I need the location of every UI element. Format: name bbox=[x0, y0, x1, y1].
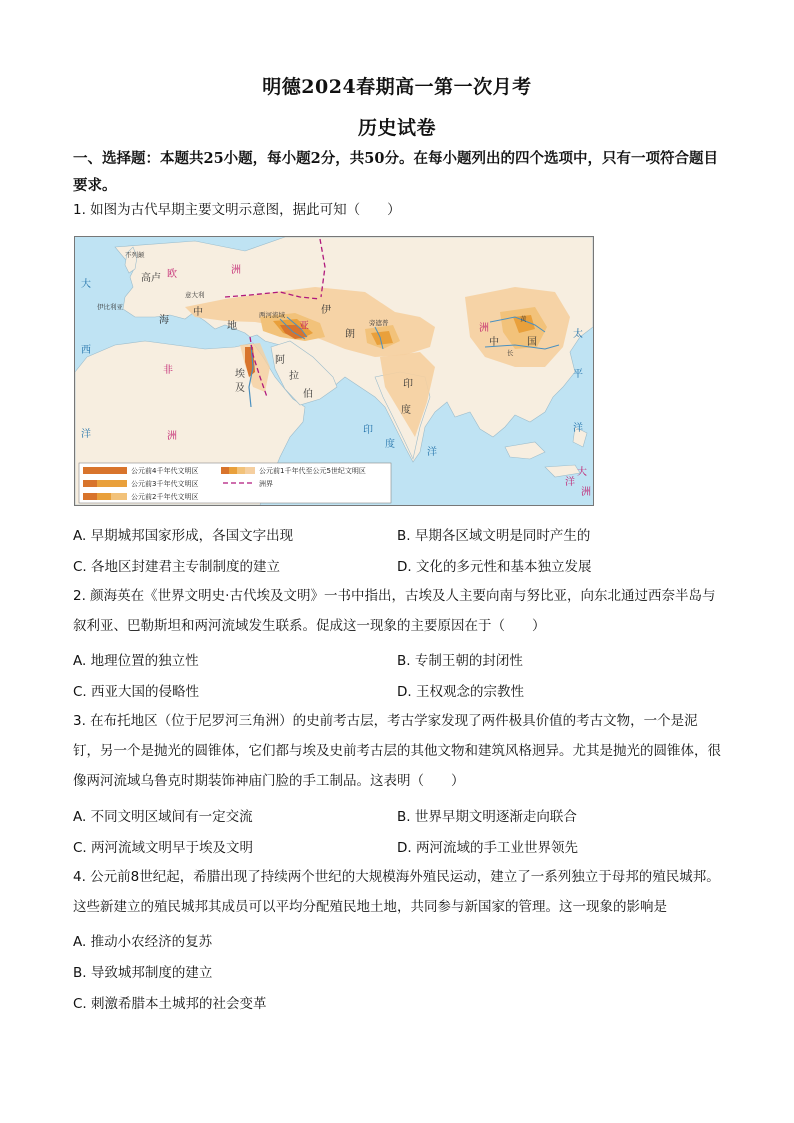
label-sea-3: 地 bbox=[227, 321, 237, 332]
q2-option-a[interactable]: A. 地理位置的独立性 bbox=[73, 653, 199, 669]
label-china-2: 国 bbox=[527, 337, 537, 348]
legend-swatch-4k bbox=[83, 467, 127, 474]
label-arabia-2: 拉 bbox=[289, 371, 299, 382]
label-africa-1: 非 bbox=[163, 365, 173, 376]
label-mesopotamia: 两河流域 bbox=[259, 311, 285, 319]
legend-swatch-1k-b bbox=[229, 467, 237, 474]
q4-option-c[interactable]: C. 刺激希腊本土城邦的社会变革 bbox=[73, 996, 267, 1012]
label-indian-3: 洋 bbox=[427, 447, 437, 458]
label-oceania-2: 洋 bbox=[565, 477, 575, 488]
label-indus: 旁遮普 bbox=[369, 319, 389, 327]
label-iberia: 伊比利亚 bbox=[97, 303, 123, 311]
label-atlantic-3: 洋 bbox=[81, 429, 91, 440]
label-oceania-3: 洲 bbox=[581, 487, 591, 498]
label-iran-2: 朗 bbox=[345, 329, 355, 340]
legend-item-5: 洲界 bbox=[259, 480, 273, 488]
map-svg bbox=[75, 237, 593, 505]
label-pacific-2: 平 bbox=[573, 369, 583, 380]
q4-option-a[interactable]: A. 推动小农经济的复苏 bbox=[73, 934, 213, 950]
q1-option-a[interactable]: A. 早期城邦国家形成，各国文字出现 bbox=[73, 528, 294, 544]
q2-option-c[interactable]: C. 西亚大国的侵略性 bbox=[73, 684, 200, 700]
legend-swatch-1k-a bbox=[221, 467, 229, 474]
label-asia-2: 洲 bbox=[479, 323, 489, 334]
exam-subject: 历史试卷 bbox=[357, 117, 436, 139]
map-legend bbox=[79, 463, 391, 503]
legend-swatch-1k-c bbox=[237, 467, 245, 474]
q4-option-b[interactable]: B. 导致城邦制度的建立 bbox=[73, 965, 213, 981]
legend-swatch-2k-b bbox=[97, 493, 111, 500]
exam-title: 明德2024春期高一第一次月考 bbox=[262, 76, 532, 98]
legend-item-2: 公元前3千年代文明区 bbox=[131, 480, 199, 488]
label-britain: 不列颠 bbox=[125, 251, 145, 259]
label-asia-1: 亚 bbox=[299, 321, 309, 332]
label-atlantic-2: 西 bbox=[81, 345, 91, 356]
label-africa-2: 洲 bbox=[167, 431, 177, 442]
label-india-1: 印 bbox=[403, 379, 413, 390]
label-sea-2: 中 bbox=[193, 307, 203, 318]
q3-option-b[interactable]: B. 世界早期文明逐渐走向联合 bbox=[397, 809, 577, 825]
label-pacific-3: 洋 bbox=[573, 423, 583, 434]
legend-item-3: 公元前2千年代文明区 bbox=[131, 493, 199, 501]
q1-option-b[interactable]: B. 早期各区域文明是同时产生的 bbox=[397, 528, 591, 544]
label-sea-1: 海 bbox=[159, 315, 169, 326]
label-iran-1: 伊 bbox=[321, 305, 331, 316]
label-china-1: 中 bbox=[489, 337, 499, 348]
q3-option-a[interactable]: A. 不同文明区域间有一定交流 bbox=[73, 809, 253, 825]
label-changjiang: 长 bbox=[507, 349, 514, 357]
label-pacific-1: 太 bbox=[573, 329, 583, 340]
question-2-stem: 2. 颜海英在《世界文明史·古代埃及文明》一书中指出，古埃及人主要向南与努比亚，向东北通过西奈半岛与叙利亚、巴勒斯坦和两河流域发生联系。促成这一现象的主要原因在于（ ） bbox=[73, 588, 716, 634]
legend-item-4: 公元前1千年代至公元5世纪文明区 bbox=[259, 467, 366, 475]
label-indian-1: 印 bbox=[363, 425, 373, 436]
q1-option-c[interactable]: C. 各地区封建君主专制制度的建立 bbox=[73, 559, 281, 575]
q3-option-d[interactable]: D. 两河流域的手工业世界领先 bbox=[397, 840, 578, 856]
q2-option-d[interactable]: D. 王权观念的宗教性 bbox=[397, 684, 524, 700]
q2-option-b[interactable]: B. 专制王朝的封闭性 bbox=[397, 653, 523, 669]
label-huanghe: 黄 bbox=[520, 315, 527, 323]
label-atlantic-1: 大 bbox=[81, 279, 91, 290]
legend-swatch-1k-d bbox=[245, 467, 255, 474]
legend-swatch-3k-b bbox=[97, 480, 127, 487]
label-oceania-1: 大 bbox=[577, 467, 587, 478]
label-europe-1: 欧 bbox=[167, 269, 177, 280]
label-indian-2: 度 bbox=[385, 439, 395, 450]
question-3-stem: 3. 在布托地区（位于尼罗河三角洲）的史前考古层，考古学家发现了两件极具价值的考古文物，一个是泥钉，另一个是抛光的圆锥体，它们都与埃及史前考古层的其他文物和建筑风格迥异。尤其是抛光的圆锥体，很像两河流域乌鲁克时期装饰神庙门脸的手工制品。这表明（ ） bbox=[73, 713, 721, 789]
question-1-stem: 1. 如图为古代早期主要文明示意图，据此可知（ ） bbox=[73, 202, 401, 218]
legend-swatch-2k-a bbox=[83, 493, 97, 500]
q3-option-c[interactable]: C. 两河流域文明早于埃及文明 bbox=[73, 840, 254, 856]
q1-option-d[interactable]: D. 文化的多元性和基本独立发展 bbox=[397, 559, 592, 575]
label-arabia-3: 伯 bbox=[303, 389, 313, 400]
legend-swatch-2k-c bbox=[111, 493, 127, 500]
label-egypt-1: 埃 bbox=[235, 369, 245, 380]
legend-item-1: 公元前4千年代文明区 bbox=[131, 467, 199, 475]
ancient-civilizations-map bbox=[74, 236, 594, 506]
label-arabia-1: 阿 bbox=[275, 355, 285, 366]
legend-swatch-3k-a bbox=[83, 480, 97, 487]
label-india-2: 度 bbox=[401, 405, 411, 416]
question-4-stem: 4. 公元前8世纪起，希腊出现了持续两个世纪的大规模海外殖民运动，建立了一系列独立于母邦的殖民城邦。这些新建立的殖民城邦其成员可以平均分配殖民地土地，共同参与新国家的管理。这一现象的影响是 bbox=[73, 869, 720, 915]
label-egypt-2: 及 bbox=[235, 383, 245, 394]
label-europe-2: 洲 bbox=[231, 265, 241, 276]
label-italy: 意大利 bbox=[185, 291, 205, 299]
section-heading: 一、选择题：本题共25小题，每小题2分，共50分。在每小题列出的四个选项中，只有一项符合题目要求。 bbox=[73, 150, 718, 194]
label-gaul: 高卢 bbox=[141, 273, 161, 284]
